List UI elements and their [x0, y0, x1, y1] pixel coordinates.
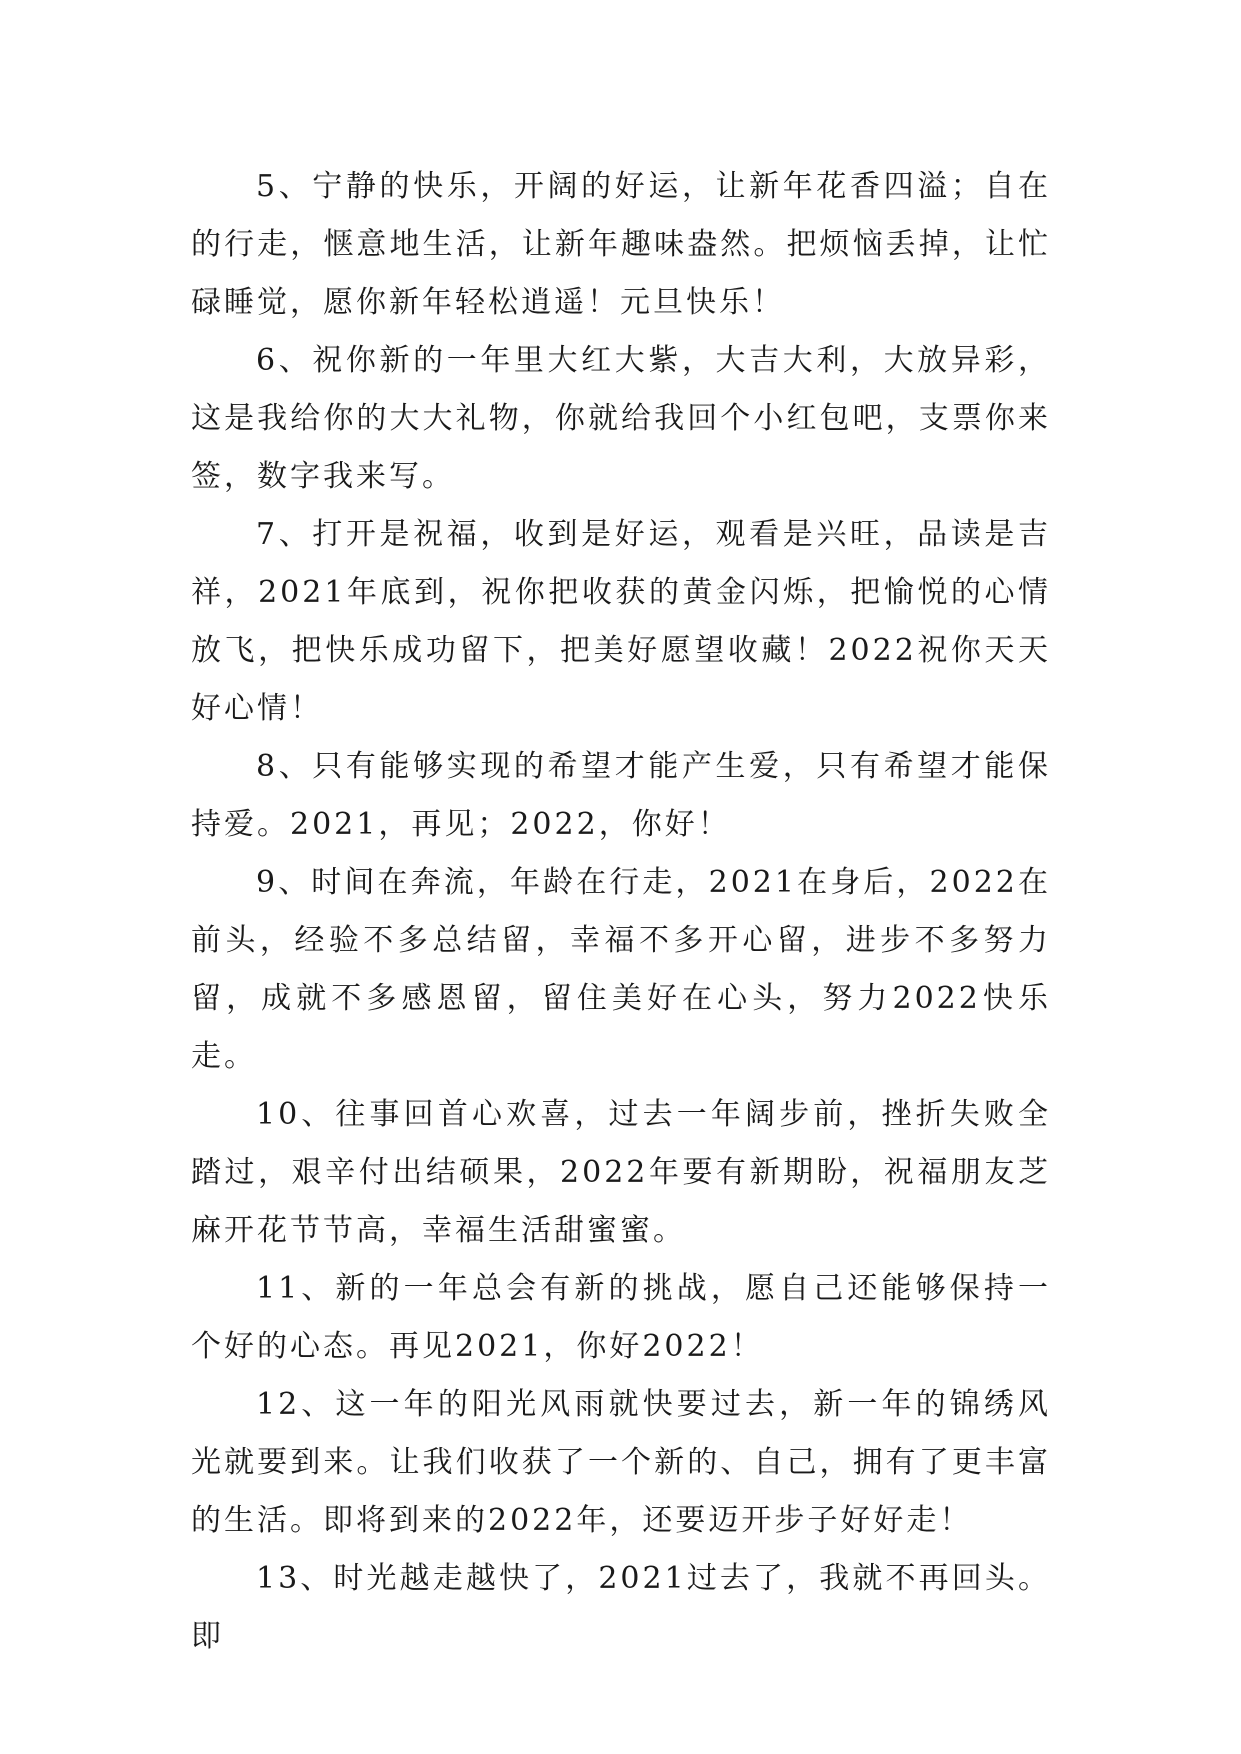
paragraph-9: 9、时间在奔流，年龄在行走，2021在身后，2022在前头，经验不多总结留，幸福不多开心留，进步不多努力留，成就不多感恩留，留住美好在心头，努力2022快乐走。 [191, 865, 1051, 1074]
paragraph-6: 6、祝你新的一年里大红大紫，大吉大利，大放异彩，这是我给你的大大礼物，你就给我回个小红包吧，支票你来签，数字我来写。 [191, 343, 1051, 494]
paragraph-8: 8、只有能够实现的希望才能产生爱，只有希望才能保持爱。2021，再见；2022，你好！ [191, 749, 1051, 842]
paragraph-7: 7、打开是祝福，收到是好运，观看是兴旺，品读是吉祥，2021年底到，祝你把收获的黄金闪烁，把愉悦的心情放飞，把快乐成功留下，把美好愿望收藏！2022祝你天天好心情！ [191, 517, 1051, 726]
paragraph-5: 5、宁静的快乐，开阔的好运，让新年花香四溢；自在的行走，惬意地生活，让新年趣味盎然。把烦恼丢掉，让忙碌睡觉，愿你新年轻松逍遥！元旦快乐！ [191, 169, 1051, 320]
paragraph-13: 13、时光越走越快了，2021过去了，我就不再回头。即 [191, 1561, 1051, 1654]
document-body [191, 158, 1051, 1666]
paragraph-11: 11、新的一年总会有新的挑战，愿自己还能够保持一个好的心态。再见2021，你好2022！ [191, 1271, 1051, 1364]
paragraph-12: 12、这一年的阳光风雨就快要过去，新一年的锦绣风光就要到来。让我们收获了一个新的、自己，拥有了更丰富的生活。即将到来的2022年，还要迈开步子好好走！ [191, 1387, 1051, 1538]
paragraph-10: 10、往事回首心欢喜，过去一年阔步前，挫折失败全踏过，艰辛付出结硕果，2022年要有新期盼，祝福朋友芝麻开花节节高，幸福生活甜蜜蜜。 [191, 1097, 1051, 1248]
